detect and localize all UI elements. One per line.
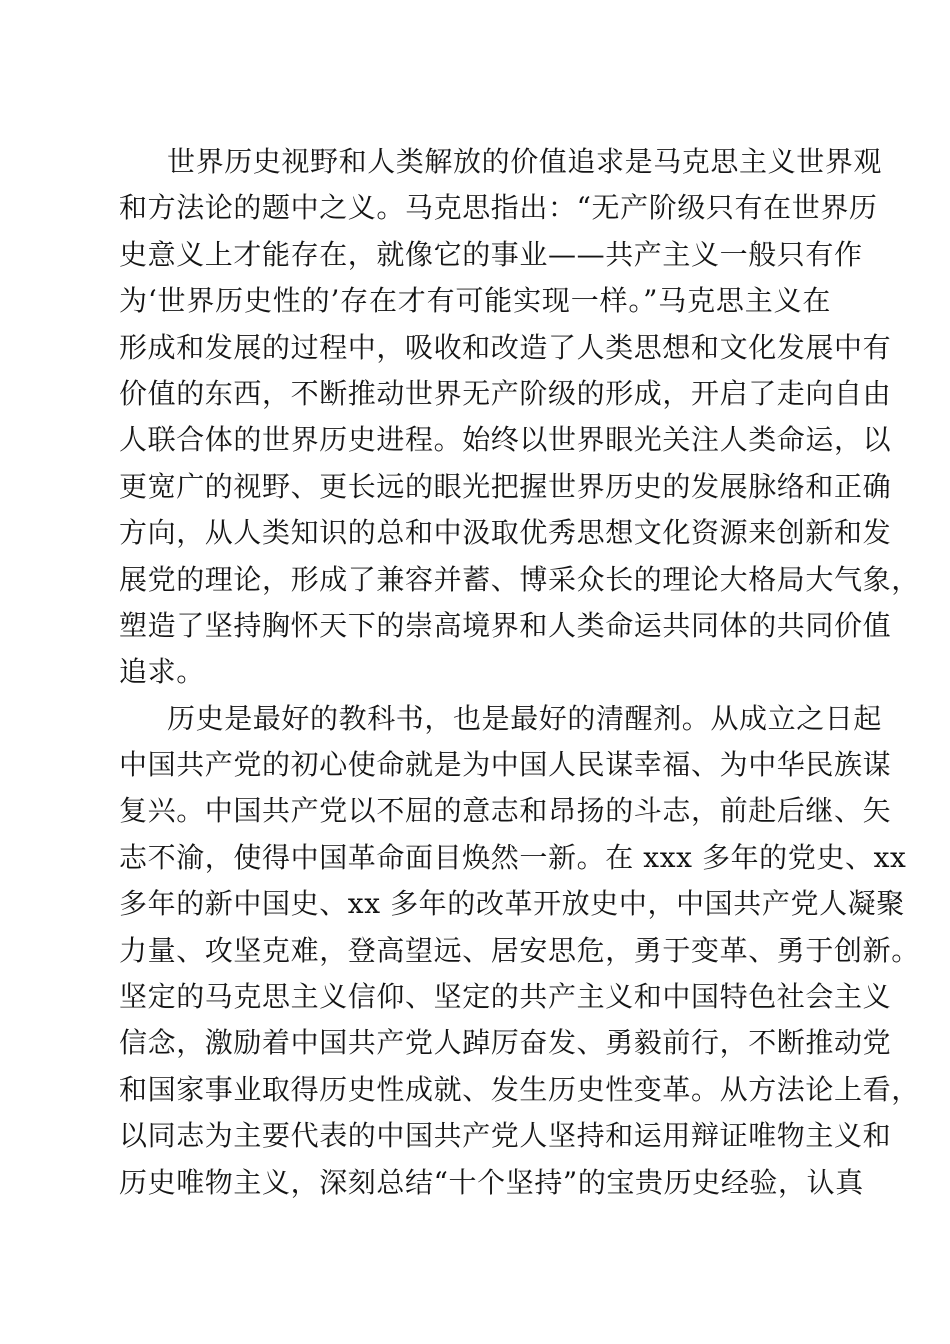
paragraph-1 — [119, 139, 920, 696]
text-line: 历史唯物主义，深刻总结“十个坚持”的宝贵历史经验，认真 — [119, 1165, 864, 1199]
text-line: 历史是最好的教科书，也是最好的清醒剂。从成立之日起 — [167, 701, 883, 735]
text-line: 追求。 — [119, 655, 205, 689]
text-line: 志不渝，使得中国革命面目焕然一新。在 xxx 多年的党史、xx — [119, 840, 907, 874]
text-line: 更宽广的视野、更长远的眼光把握世界历史的发展脉络和正确 — [119, 469, 892, 503]
text-line: 展党的理论，形成了兼容并蓄、博采众长的理论大格局大气象， — [119, 562, 920, 596]
text-line: 力量、攻坚克难，登高望远、居安思危，勇于变革、勇于创新。 — [119, 933, 920, 967]
text-line: 形成和发展的过程中，吸收和改造了人类思想和文化发展中有 — [119, 330, 892, 364]
document-body — [119, 139, 920, 1206]
text-line: 和国家事业取得历史性成就、发生历史性变革。从方法论上看， — [119, 1072, 920, 1106]
paragraph-2 — [119, 696, 920, 1206]
text-line: 为‘世界历史性的’存在才有可能实现一样。”马克思主义在 — [119, 284, 831, 318]
text-line: 价值的东西，不断推动世界无产阶级的形成，开启了走向自由 — [119, 376, 892, 410]
text-line: 世界历史视野和人类解放的价值追求是马克思主义世界观 — [167, 145, 883, 178]
text-line: 坚定的马克思主义信仰、坚定的共产主义和中国特色社会主义 — [119, 980, 892, 1014]
text-line: 方向，从人类知识的总和中汲取优秀思想文化资源来创新和发 — [119, 516, 892, 550]
text-line: 人联合体的世界历史进程。始终以世界眼光关注人类命运，以 — [119, 423, 892, 457]
text-line: 信念，激励着中国共产党人踔厉奋发、勇毅前行，不断推动党 — [119, 1026, 892, 1060]
text-line: 塑造了坚持胸怀天下的崇高境界和人类命运共同体的共同价值 — [119, 608, 892, 642]
text-line: 中国共产党的初心使命就是为中国人民谋幸福、为中华民族谋 — [119, 748, 892, 782]
text-line: 多年的新中国史、xx 多年的改革开放史中，中国共产党人凝聚 — [119, 887, 905, 921]
text-line: 复兴。中国共产党以不屈的意志和昂扬的斗志，前赴后继、矢 — [119, 794, 892, 828]
text-line: 以同志为主要代表的中国共产党人坚持和运用辩证唯物主义和 — [119, 1119, 892, 1153]
text-line: 史意义上才能存在，就像它的事业——共产主义一般只有作 — [119, 237, 863, 271]
text-line: 和方法论的题中之义。马克思指出：“无产阶级只有在世界历 — [119, 191, 878, 225]
